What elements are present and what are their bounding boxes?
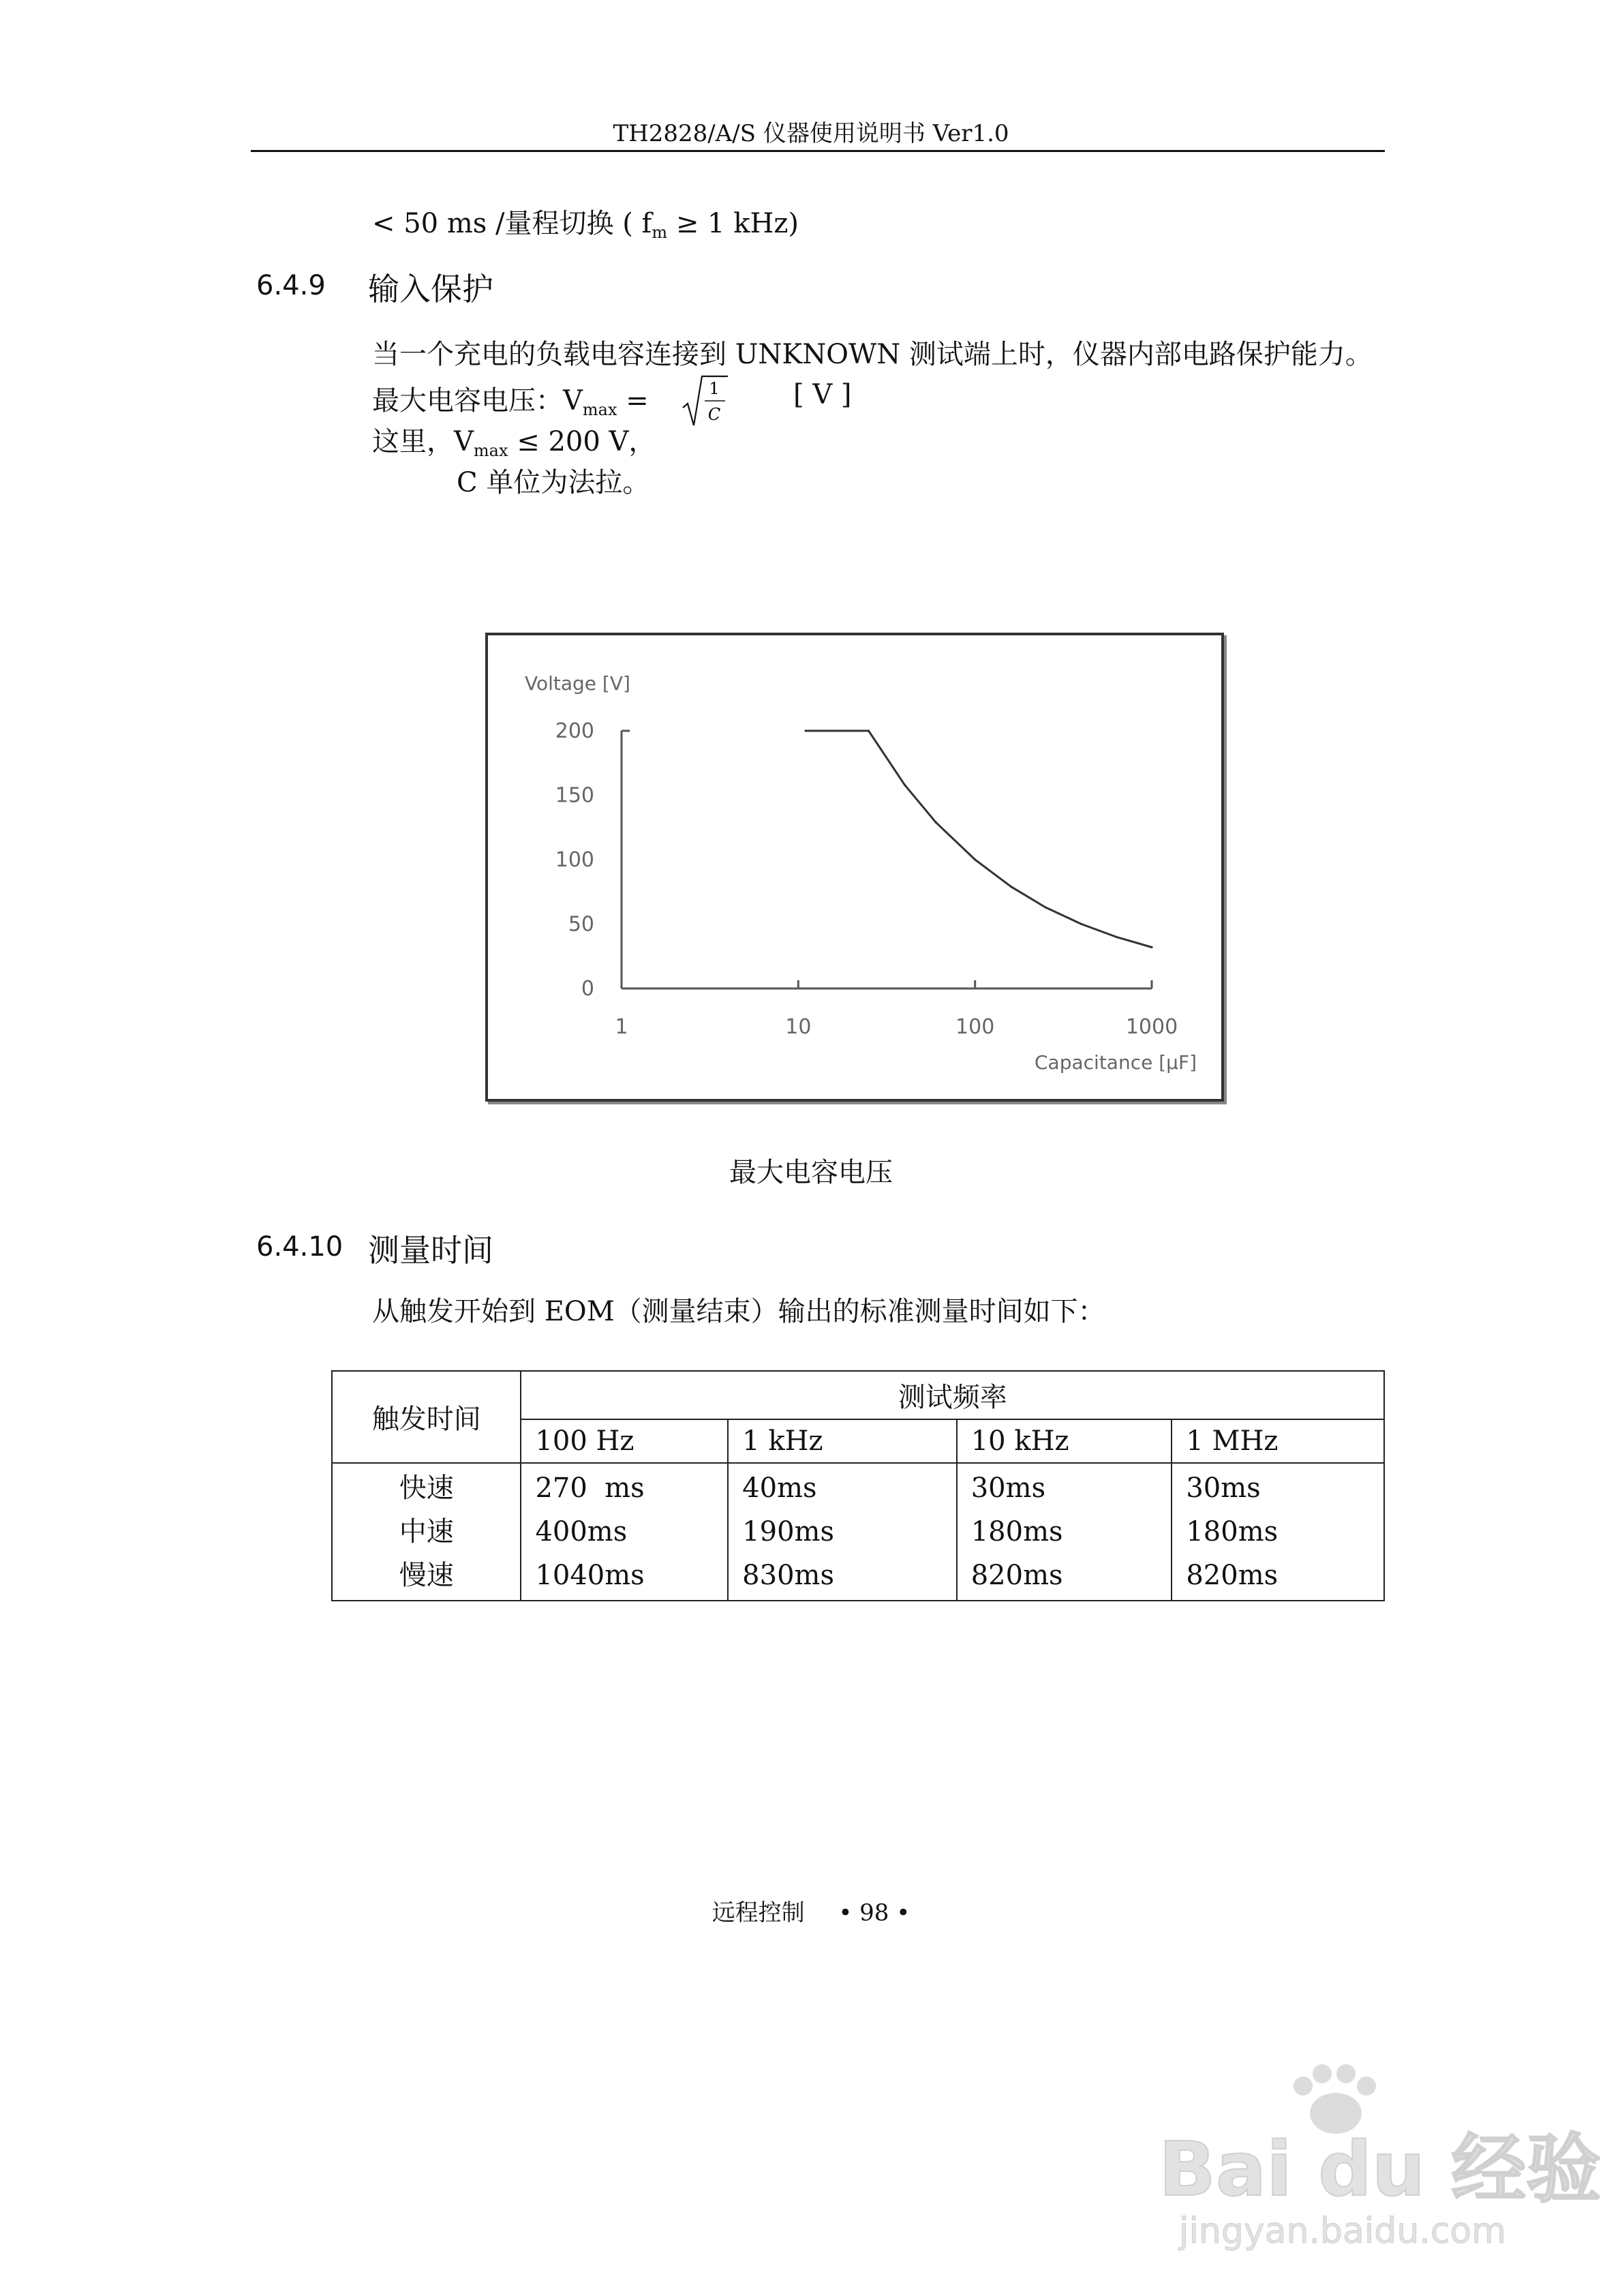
baidu-watermark	[1152, 2059, 1602, 2263]
data-point	[935, 821, 937, 824]
table-cell: 830ms	[742, 1560, 834, 1591]
test-frequency-header: 测试频率	[521, 1371, 1384, 1419]
chart-caption: 最大电容电压	[729, 1157, 893, 1188]
table-cell: 270 ms	[535, 1472, 645, 1504]
series-line	[806, 731, 1152, 948]
section-6410-title: 测量时间	[368, 1232, 493, 1269]
x-axis-label: Capacitance [μF]	[1035, 1051, 1197, 1074]
data-point	[1044, 906, 1046, 908]
data-point	[974, 858, 976, 860]
paw-icon	[1294, 2064, 1376, 2134]
chart-frame	[485, 633, 1224, 1102]
table-cell: 190ms	[742, 1516, 834, 1547]
table-cell: 820ms	[1186, 1560, 1279, 1591]
table-cell: 30ms	[970, 1472, 1046, 1504]
y-tick-label: 50	[568, 912, 594, 937]
header-rule	[251, 150, 1385, 152]
page-number: • 98 •	[838, 1899, 911, 1927]
watermark-brand: Bai du 经验	[1159, 2126, 1602, 2213]
here-post: ≤ 200 V，	[508, 426, 656, 457]
freq-header: 10 kHz	[957, 1419, 1172, 1463]
table-cell: 820ms	[970, 1560, 1063, 1591]
formula-denominator: C	[707, 405, 721, 424]
intro-sub: m	[652, 223, 668, 242]
table-cell: 180ms	[1186, 1516, 1279, 1547]
table-cell: 400ms	[535, 1516, 628, 1547]
sqrt-formula	[682, 374, 729, 428]
trigger-time-header: 触发时间	[332, 1371, 521, 1463]
y-axis-label: Voltage [V]	[525, 672, 630, 695]
formula-numerator: 1	[709, 379, 720, 398]
y-tick-label: 0	[581, 977, 594, 1001]
intro-post: ≥ 1 kHz)	[667, 208, 799, 239]
freq-header: 1 MHz	[1172, 1419, 1384, 1463]
freq-header: 100 Hz	[521, 1419, 728, 1463]
table-cell: 1040ms	[535, 1560, 645, 1591]
vmax-eq: =	[617, 385, 649, 417]
unit-label: [ V ]	[793, 379, 852, 410]
here-sub: max	[473, 441, 508, 460]
section-649-number: 6.4.9	[256, 270, 326, 301]
here-line	[372, 420, 656, 460]
vmax-sub: max	[582, 400, 617, 419]
x-tick-label: 1	[615, 1015, 628, 1039]
speed-label: 快速	[399, 1472, 454, 1504]
c-unit-line: C 单位为法拉。	[457, 467, 650, 498]
y-tick-label: 100	[555, 848, 594, 872]
paragraph-6410: 从触发开始到 EOM（测量结束）输出的标准测量时间如下：	[372, 1296, 1105, 1327]
data-point	[1080, 923, 1082, 925]
here-pre: 这里，V	[372, 426, 474, 457]
measurement-time-table	[331, 1370, 1385, 1601]
page-footer	[0, 1894, 1622, 1927]
x-tick-label: 100	[955, 1015, 995, 1039]
col-1khz	[728, 1463, 957, 1601]
footer-section: 远程控制	[711, 1899, 805, 1927]
section-6410-number: 6.4.10	[256, 1231, 343, 1263]
col-10khz	[957, 1463, 1172, 1601]
intro-pre: < 50 ms /量程切换 ( f	[372, 208, 652, 239]
y-tick-label: 200	[555, 719, 594, 743]
speed-column	[332, 1463, 521, 1601]
intro-line	[372, 202, 799, 242]
col-100hz	[521, 1463, 728, 1601]
paragraph-649-line1: 当一个充电的负载电容连接到 UNKNOWN 测试端上时，仪器内部电路保护能力。	[372, 339, 1373, 370]
data-point	[868, 729, 870, 731]
data-point	[904, 784, 906, 786]
x-tick-label: 1000	[1125, 1015, 1178, 1039]
col-1mhz	[1172, 1463, 1384, 1601]
vmax-line	[372, 379, 649, 419]
page-header: TH2828/A/S 仪器使用说明书 Ver1.0	[613, 120, 1009, 147]
speed-label: 慢速	[399, 1560, 454, 1591]
table-cell: 30ms	[1186, 1472, 1261, 1504]
data-point	[1010, 886, 1012, 888]
freq-header: 1 kHz	[728, 1419, 957, 1463]
vmax-label: 最大电容电压：V	[372, 385, 583, 417]
table-cell: 40ms	[742, 1472, 817, 1504]
y-tick-label: 150	[555, 783, 594, 808]
data-point	[804, 729, 806, 731]
speed-label: 中速	[399, 1516, 454, 1547]
data-point	[1150, 946, 1152, 948]
table-cell: 180ms	[970, 1516, 1063, 1547]
watermark-url: jingyan.baidu.com	[1179, 2211, 1506, 2252]
x-tick-label: 10	[785, 1015, 812, 1039]
section-649-title: 输入保护	[368, 271, 493, 307]
data-point	[1115, 936, 1117, 938]
voltage-capacitance-chart	[488, 635, 1221, 1099]
